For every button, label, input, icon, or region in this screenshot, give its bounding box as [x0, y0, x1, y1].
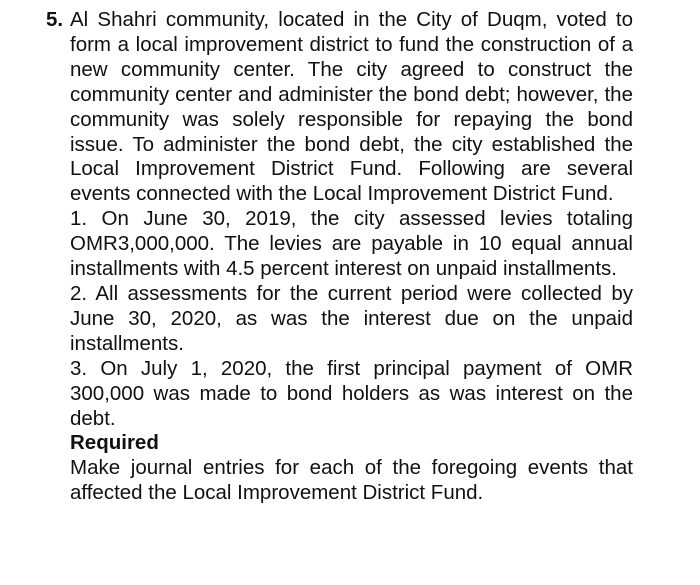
event-item-2: 2. All assessments for the current period were collected by June 30, 2020, as was the interest due on the unpaid installments. — [70, 281, 633, 355]
required-heading: Required — [70, 431, 159, 455]
event-item-3: 3. On July 1, 2020, the first principal payment of OMR 300,000 was made to bond holders as was interest on the debt. — [70, 356, 633, 430]
question-intro: Al Shahri community, located in the City of Duqm, voted to form a local improvement district to fund the construction of a new community center. The city agreed to construct the community center and administer the bond debt; however, the community was solely responsible for repaying the bond issue. To administer the bond debt, the city established the Local Improvement District Fund. Following are several events connected with the Local Improvement District Fund. — [70, 8, 633, 206]
event-item-1: 1. On June 30, 2019, the city assessed levies totaling OMR3,000,000. The levies are payable in 10 equal annual installments with 4.5 percent interest on unpaid installments. — [70, 207, 633, 281]
required-text: Make journal entries for each of the foregoing events that affected the Local Improvement District Fund. — [70, 456, 633, 505]
question-number: 5. — [46, 8, 64, 31]
question-block — [0, 8, 700, 506]
